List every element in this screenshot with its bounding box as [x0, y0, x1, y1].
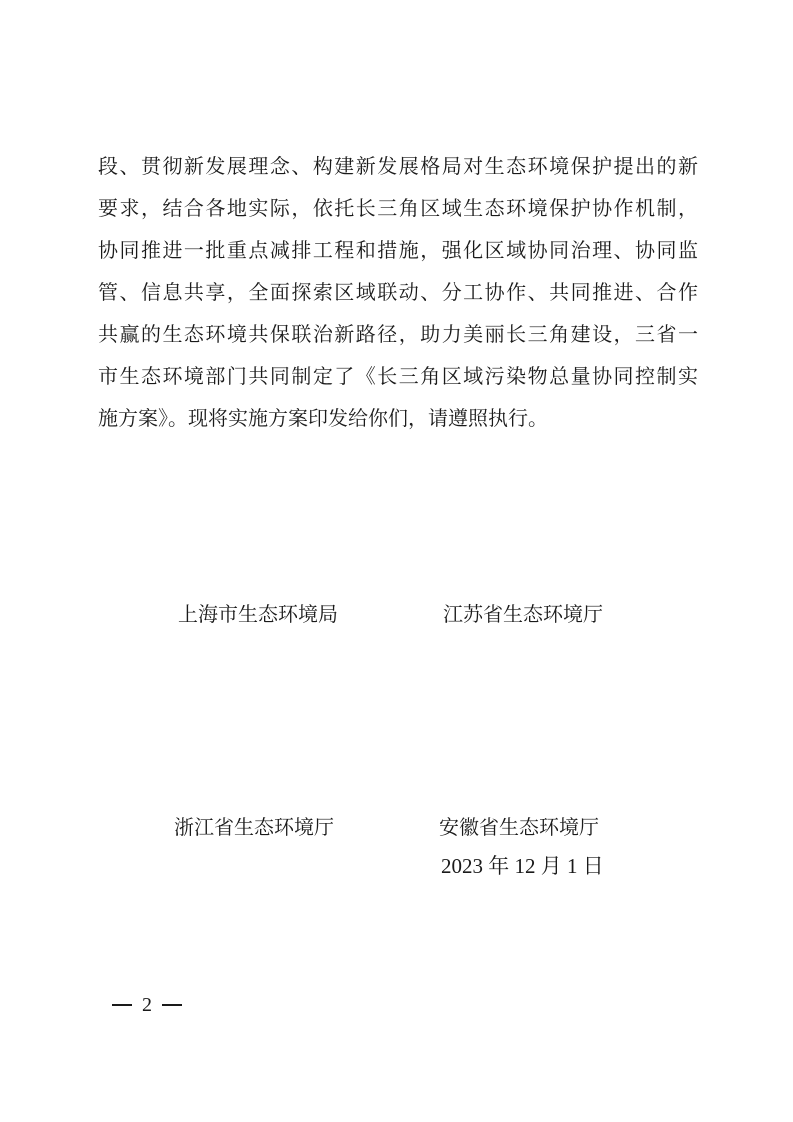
signatory-zhejiang: 浙江省生态环境厅 [174, 815, 334, 839]
dash-left [112, 1004, 132, 1006]
signatory-jiangsu: 江苏省生态环境厅 [443, 602, 603, 626]
body-line: 要求，结合各地实际，依托长三角区域生态环境保护协作机制， [98, 196, 698, 220]
body-line: 协同推进一批重点减排工程和措施，强化区域协同治理、协同监 [98, 238, 698, 262]
body-line: 共赢的生态环境共保联治新路径，助力美丽长三角建设，三省一 [98, 322, 698, 346]
signatory-anhui: 安徽省生态环境厅 [439, 815, 599, 839]
page-number [112, 992, 182, 1018]
body-line: 段、贯彻新发展理念、构建新发展格局对生态环境保护提出的新 [98, 154, 698, 178]
issue-date: 2023 年 12 月 1 日 [441, 854, 604, 878]
body-paragraph [98, 145, 698, 439]
body-line: 管、信息共享，全面探索区域联动、分工协作、共同推进、合作 [98, 280, 698, 304]
page-number-value: 2 [142, 994, 152, 1016]
body-line: 施方案》。现将实施方案印发给你们，请遵照执行。 [98, 406, 548, 430]
signatory-shanghai: 上海市生态环境局 [178, 602, 338, 626]
body-line: 市生态环境部门共同制定了《长三角区域污染物总量协同控制实 [98, 364, 698, 388]
dash-right [162, 1004, 182, 1006]
